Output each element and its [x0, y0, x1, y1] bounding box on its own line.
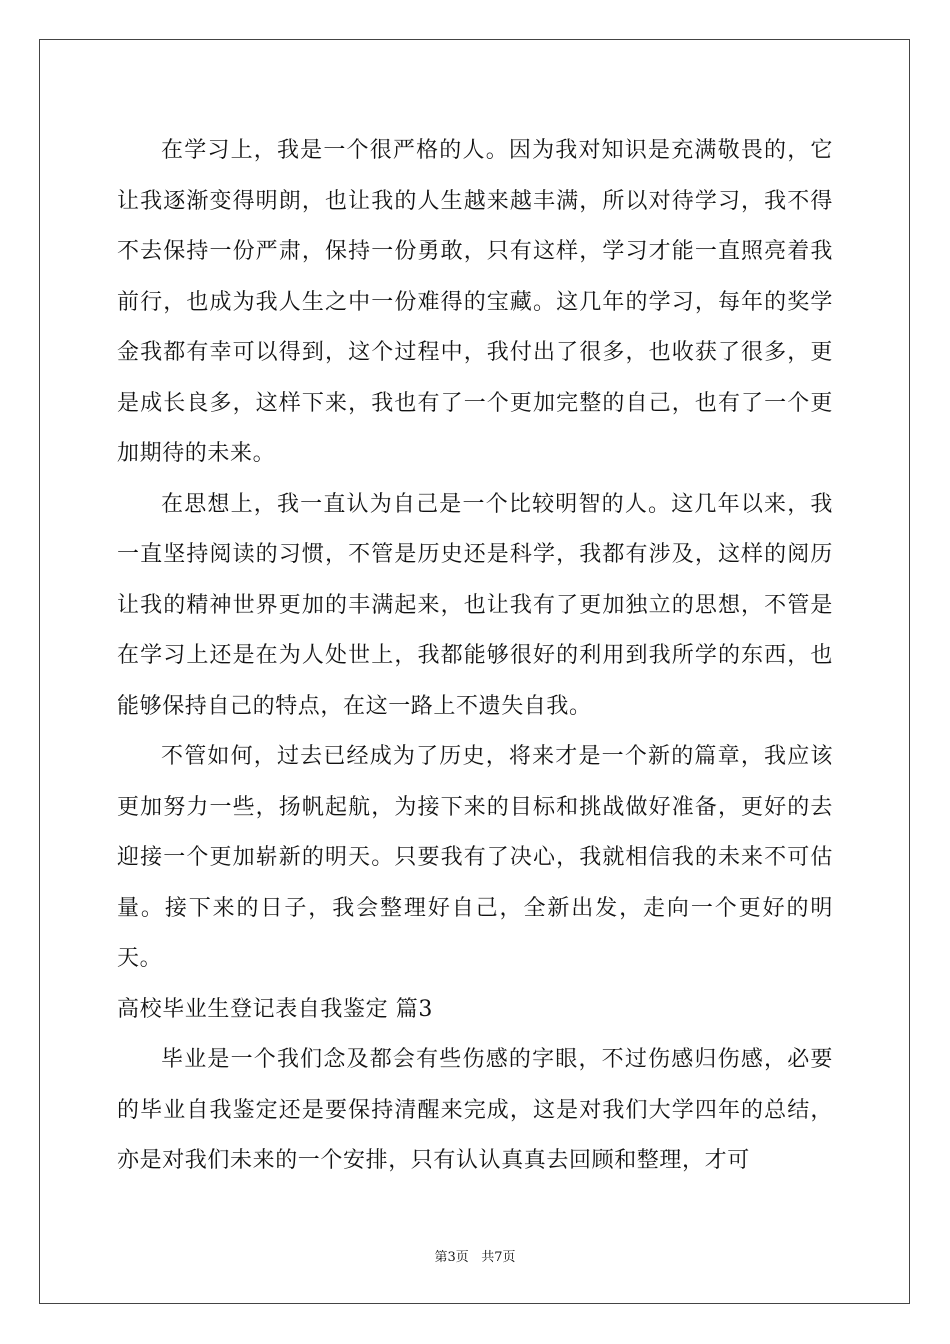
page-number: 第3页	[434, 1250, 469, 1265]
section-heading: 高校毕业生登记表自我鉴定 篇3	[117, 996, 433, 1022]
document-body	[117, 126, 833, 1187]
paragraph-graduation: 毕业是一个我们念及都会有些伤感的字眼，不过伤感归伤感，必要的毕业自我鉴定还是要保持清醒来完成，这是对我们大学四年的总结，亦是对我们未来的一个安排，只有认认真真去回顾和整理，才可	[117, 1047, 833, 1173]
paragraph-thought: 在思想上，我一直认为自己是一个比较明智的人。这几年以来，我一直坚持阅读的习惯，不管是历史还是科学，我都有涉及，这样的阅历让我的精神世界更加的丰满起来，也让我有了更加独立的思想，不管是在学习上还是在为人处世上，我都能够很好的利用到我所学的东西，也能够保持自己的特点，在这一路上不遗失自我。	[117, 491, 833, 719]
page-total: 共7页	[481, 1250, 516, 1265]
paragraph-study: 在学习上，我是一个很严格的人。因为我对知识是充满敬畏的，它让我逐渐变得明朗，也让我的人生越来越丰满，所以对待学习，我不得不去保持一份严肃，保持一份勇敢，只有这样，学习才能一直照亮着我前行，也成为我人生之中一份难得的宝藏。这几年的学习，每年的奖学金我都有幸可以得到，这个过程中，我付出了很多，也收获了很多，更是成长良多，这样下来，我也有了一个更加完整的自己，也有了一个更加期待的未来。	[117, 138, 833, 466]
page-footer	[0, 1246, 950, 1265]
paragraph-future: 不管如何，过去已经成为了历史，将来才是一个新的篇章，我应该更加努力一些，扬帆起航，为接下来的目标和挑战做好准备，更好的去迎接一个更加崭新的明天。只要我有了决心，我就相信我的未来不可估量。接下来的日子，我会整理好自己，全新出发，走向一个更好的明天。	[117, 744, 833, 971]
